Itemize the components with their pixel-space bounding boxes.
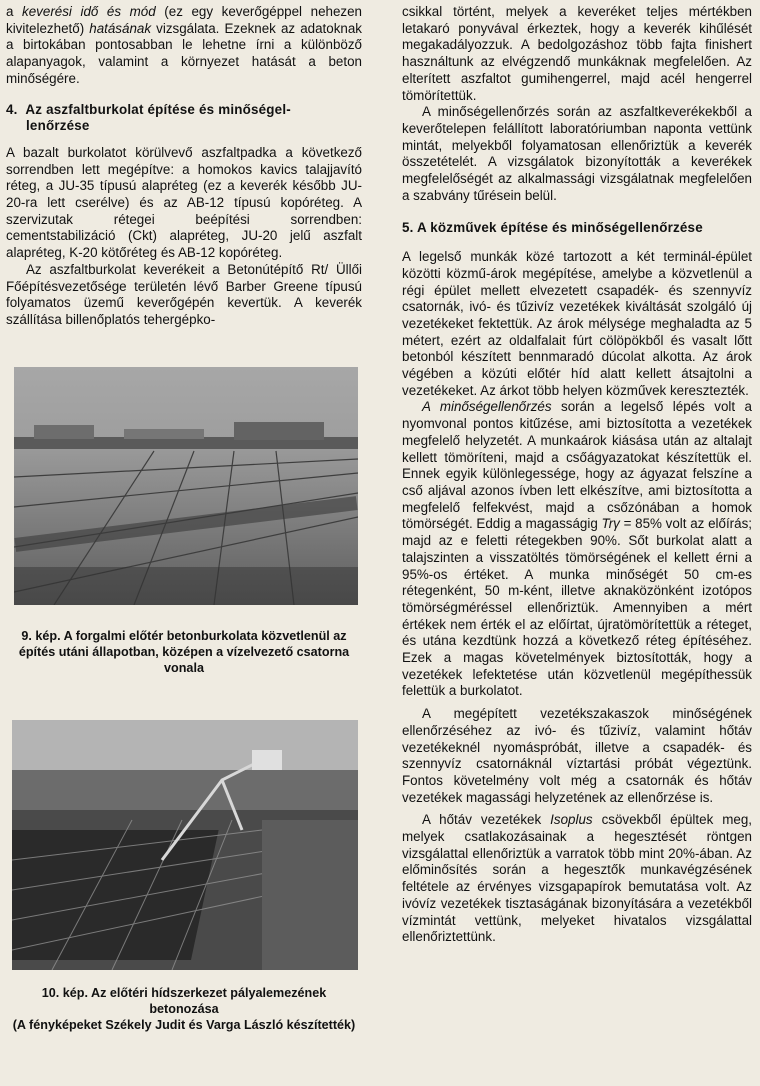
photo-caption-10-title: 10. kép. Az előtéri hídszerkezet pályalemezének betonozása (41, 986, 327, 1017)
paragraph-aszfalt-quality: A minőségellenőrzés során az aszfaltkeverékekből a keverőtelepen felállított laboratóriumban naponta vettünk mintát, melyekből folyamatosan ellenőriztük a keverék összetételét. A vizsgálatok bizonyították a keverékek megfelelőségét az alkalmassági vizsgálatnak megfelelően a szabvány tűrésein belül. (402, 104, 752, 203)
emphasis-hatasanak: hatásának (89, 20, 152, 36)
section-5-heading: 5. A közművek építése és minőségellenőrzése (402, 220, 703, 236)
emphasis-minosegellenorzes: A minőségellenőrzés (422, 399, 552, 415)
paragraph-hotav: A hőtáv vezetékek Isoplus csövekből épültek meg, melyek csatlakozásainak a hegesztését röntgen vizsgálattal ellenőriztük a varratok több mint 20%-ában. Az előminősítés során a hegesztők munkavégzésének feltétele az érvényes vizsgapapírok bemutatása volt. Az ivóvíz vezetékek tisztaságának bizonyítására a vezetékből vízmintát vettünk, melyeket hivatalos vizsgálattal ellenőriztettünk. (402, 812, 752, 945)
compaction-symbol: Trγ (601, 516, 620, 532)
paragraph-aszfalt-transport: csikkal történt, melyek a keveréket teljes mértékben letakaró ponyvával érkeztek, hogy a keverék kihűlését megakadályozzuk. A bedolgozáshoz több fajta finishert használtunk az elvégzendő munkáknak megfelelően. Az elterített aszfaltot gumihengerrel, majd acél hengerrel tömörítettük. (402, 4, 752, 103)
right-column (402, 4, 752, 946)
emphasis-isoplus: Isoplus (550, 812, 593, 828)
paragraph-aszfalt-mixing: Az aszfaltburkolat keverékeit a Betonútépítő Rt/ Üllői Főépítésvezetősége területén lévő Barber Greene típusú folyamatos üzemű keverőgépén kevertük. A keverék szállítása billenőplatós tehergépko- (6, 261, 362, 327)
paragraph-intro: a keverési idő és mód (ez egy keverőgéppel nehezen kivitelezhető) hatásának vizsgálata. Ezeknek az adatoknak a birtokában pontosabban le lehetne írni a különböző alapanyagok, valamint a környezet hatását a beton minőségére. (6, 4, 362, 86)
paragraph-kozmu-arok: A legelső munkák közé tartozott a két terminál-épület közötti közmű-árok megépítése, amelybe a közvetlenül a régi épület mellett elvezetett csapadék- és szennyvíz csatornák, ivó- és tűzivíz vezetékek kiváltását szolgáló új vezetékeket fektettük. Az árok mélysége meghaladta az 5 métert, ezért az oldalfalait fúrt cölöpökből és vasalt lőtt betonból készített bennmaradó dúcolat alkotta. Az árok végében a közúti előtér híd alatt kellett átsajtolni a vezetékeket. Az árkot több helyen közművek keresztezték. (402, 249, 752, 398)
paragraph-aszfalt-layers: A bazalt burkolatot körülvevő aszfaltpadka a következő sorrendben lett megépítve: a homokos kavics talajjavító réteg, a JU-35 típusú alapréteg (ez a keverék később JU-20-ra lett cserélve) és az AB-12 típusú kopóréteg. A szervizutak rétegei beépítési sorrendben: cementstabilizáció (Ckt) alapréteg, JU-20 jelű aszfalt alapréteg, K-20 kötőréteg és AB-12 kopóréteg. (6, 144, 362, 261)
photo-caption-9: 9. kép. A forgalmi előtér betonburkolata közvetlenül az építés utáni állapotban, középen a vízelvezető csatorna vonala (18, 629, 350, 676)
photo-credit: (A fényképeket Székely Judit és Varga László készítették) (12, 1018, 356, 1033)
photo-bridge-deck-concreting (12, 720, 358, 970)
section-4-heading: 4. Az aszfaltburkolat építése és minőségel- lenőrzése (6, 101, 291, 134)
photo-caption-10 (6, 985, 362, 1034)
photo-concrete-apron (14, 367, 358, 605)
paragraph-kozmu-quality: A minőségellenőrzés során a legelső lépés volt a nyomvonal pontos kitűzése, ami biztosította a vezetékek megfelelő helyzetét. A munkaárok kiásása után az altalajt kellett tömöríteni, majd a csőágyazatokat készítettük el. Ennek egyik különlegessége, hogy az ágyazat felszíne a cső aljával azonos ívben lett elkészítve, ami biztosította a megfelelő felfekvést, majd a csőzónában a homok tömörségét. Eddig a magasságig Trγ = 85% volt az előírás; majd az e feletti rétegekben 90%. Sőt burkolat alatt a talajszinten a visszatöltés tömörségének el kellett érni a 95%-os értéket. A munka minőségét 50 cm-es rétegenként, 50 m-ként, illetve aknaközönként izotópos tömörségméréssel ellenőriztük. Amennyiben a mért értékek nem érték el az előírtat, újratömörítettük a réteget, és utána kezdtünk hozzá a következő réteg építéséhez. Ezek a magas követelmények biztosították, hogy a vezetékek lefektetése után közvetlenül megépíthessük felettük a burkolatot. (402, 399, 752, 699)
emphasis-keveresi: keverési idő és mód (22, 4, 156, 19)
paragraph-pressure-tests: A megépített vezetékszakaszok minőségének ellenőrzéséhez az ivó- és tűzivíz, valamint hőtáv vezetékeknél nyomáspróbát, illetve a csapadék- és szennyvíz csatornáknál víztartási próbát végeztünk. Fontos követelmény volt még a csatornák és hőtáv vezetékek magassági helyzetének az ellenőrzése is. (402, 706, 752, 805)
left-column (6, 4, 362, 329)
